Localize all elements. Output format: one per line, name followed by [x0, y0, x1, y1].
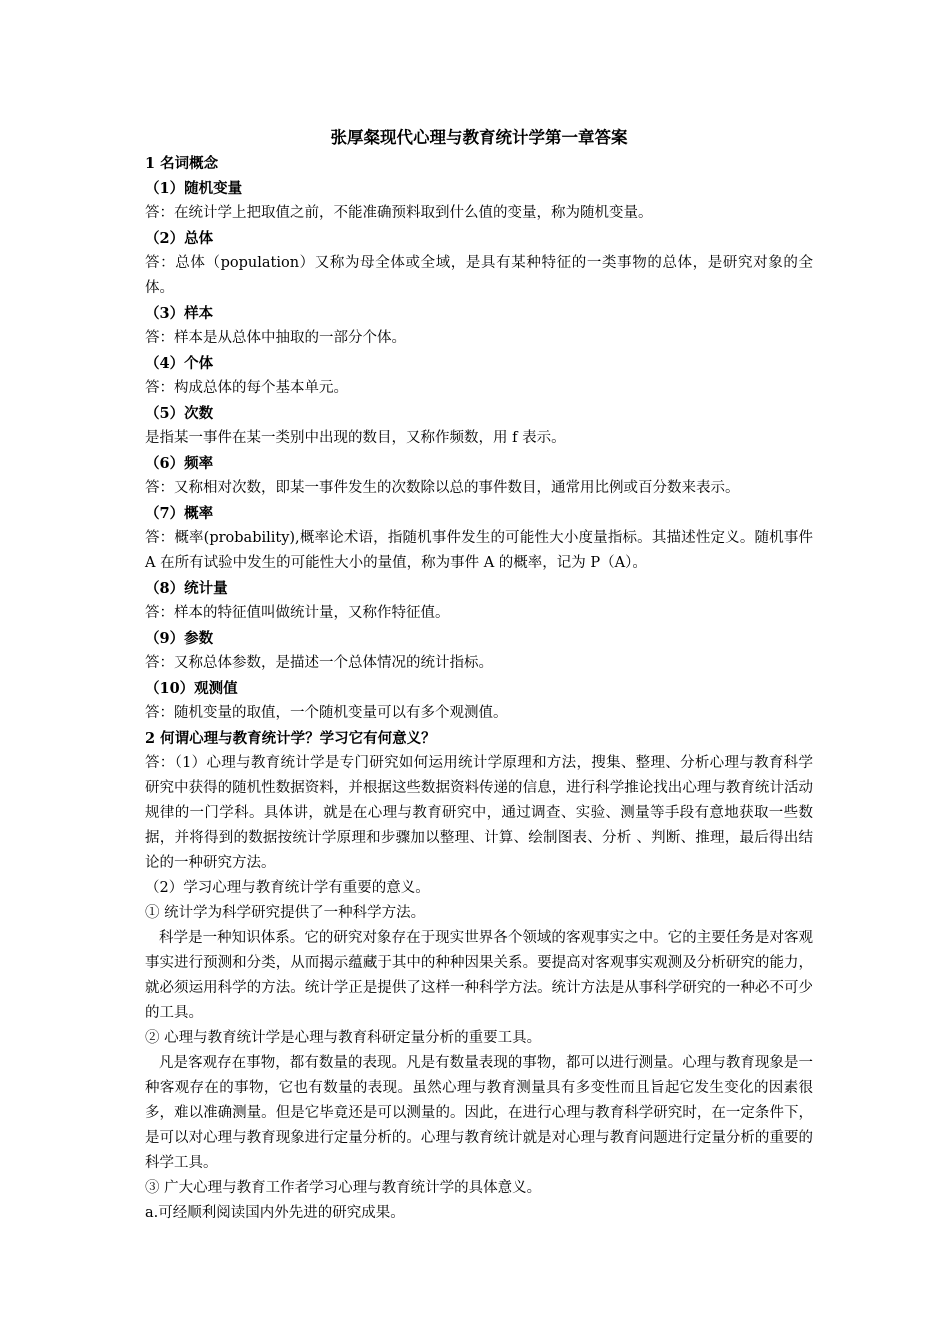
term-heading: （2）总体 [145, 230, 214, 247]
term-answer: 答：样本是从总体中抽取的一部分个体。 [145, 330, 406, 346]
term-answer: 答：随机变量的取值，一个随机变量可以有多个观测值。 [145, 705, 508, 721]
term-answer: 答：总体（population）又称为母全体或全域，是具有某种特征的一类事物的总体，是研究对象的全体。 [145, 255, 813, 296]
section-2-paragraph: （2）学习心理与教育统计学有重要的意义。 [145, 880, 430, 896]
term-heading: （6）频率 [145, 455, 214, 472]
section-2-list-item: ③ 广大心理与教育工作者学习心理与教育统计学的具体意义。 [145, 1180, 542, 1196]
term-heading: （8）统计量 [145, 580, 228, 597]
term-heading: （10）观测值 [145, 680, 238, 697]
section-2-heading: 2 何谓心理与教育统计学？学习它有何意义？ [145, 730, 436, 747]
term-answer: 答：概率(probability),概率论术语，指随机事件发生的可能性大小度量指标。其描述性定义。随机事件 A 在所有试验中发生的可能性大小的量值，称为事件 A 的概率，记为 P（A）。 [145, 530, 813, 571]
term-answer: 答：在统计学上把取值之前，不能准确预料取到什么值的变量，称为随机变量。 [145, 205, 653, 221]
term-heading: （7）概率 [145, 505, 214, 522]
term-heading: （9）参数 [145, 630, 214, 647]
section-2-list-item: ① 统计学为科学研究提供了一种科学方法。 [145, 905, 426, 921]
term-answer: 答：构成总体的每个基本单元。 [145, 380, 348, 396]
term-answer: 是指某一事件在某一类别中出现的数目，又称作频数，用 f 表示。 [145, 430, 566, 446]
section-2-paragraph: 凡是客观存在事物，都有数量的表现。凡是有数量表现的事物，都可以进行测量。心理与教育现象是一种客观存在的事物，它也有数量的表现。虽然心理与教育测量具有多变性而且旨起它发生变化的因素很多，难以准确测量。但是它毕竟还是可以测量的。因此，在进行心理与教育科学研究时，在一定条件下，是可以对心理与教育现象进行定量分析的。心理与教育统计就是对心理与教育问题进行定量分析的重要的科学工具。 [145, 1055, 813, 1171]
term-heading: （3）样本 [145, 305, 214, 322]
term-heading: （5）次数 [145, 405, 214, 422]
section-1-heading: 1 名词概念 [145, 155, 219, 172]
document-title: 张厚粲现代心理与教育统计学第一章答案 [330, 128, 628, 147]
section-2-list-item: ② 心理与教育统计学是心理与教育科研定量分析的重要工具。 [145, 1030, 542, 1046]
section-2-paragraph: 答：（1）心理与教育统计学是专门研究如何运用统计学原理和方法，搜集、整理、分析心理与教育科学研究中获得的随机性数据资料，并根据这些数据资料传递的信息，进行科学推论找出心理与教育统计活动规律的一门学科。具体讲，就是在心理与教育研究中，通过调查、实验、测量等手段有意地获取一些数据，并将得到的数据按统计学原理和步骤加以整理、计算、绘制图表、分析 、判断、推理，最后得出结论的一种研究方法。 [145, 755, 813, 871]
term-answer: 答：又称总体参数，是描述一个总体情况的统计指标。 [145, 655, 493, 671]
term-heading: （1）随机变量 [145, 180, 243, 197]
document-page [145, 125, 813, 1226]
section-2-paragraph: 科学是一种知识体系。它的研究对象存在于现实世界各个领域的客观事实之中。它的主要任务是对客观事实进行预测和分类，从而揭示蕴藏于其中的种种因果关系。要提高对客观事实观测及分析研究的能力，就必须运用科学的方法。统计学正是提供了这样一种科学方法。统计方法是从事科学研究的一种必不可少的工具。 [145, 930, 813, 1021]
term-heading: （4）个体 [145, 355, 214, 372]
term-answer: 答：又称相对次数，即某一事件发生的次数除以总的事件数目，通常用比例或百分数来表示。 [145, 480, 740, 496]
term-answer: 答：样本的特征值叫做统计量，又称作特征值。 [145, 605, 450, 621]
section-2-paragraph: a.可经顺利阅读国内外先进的研究成果。 [145, 1205, 405, 1221]
